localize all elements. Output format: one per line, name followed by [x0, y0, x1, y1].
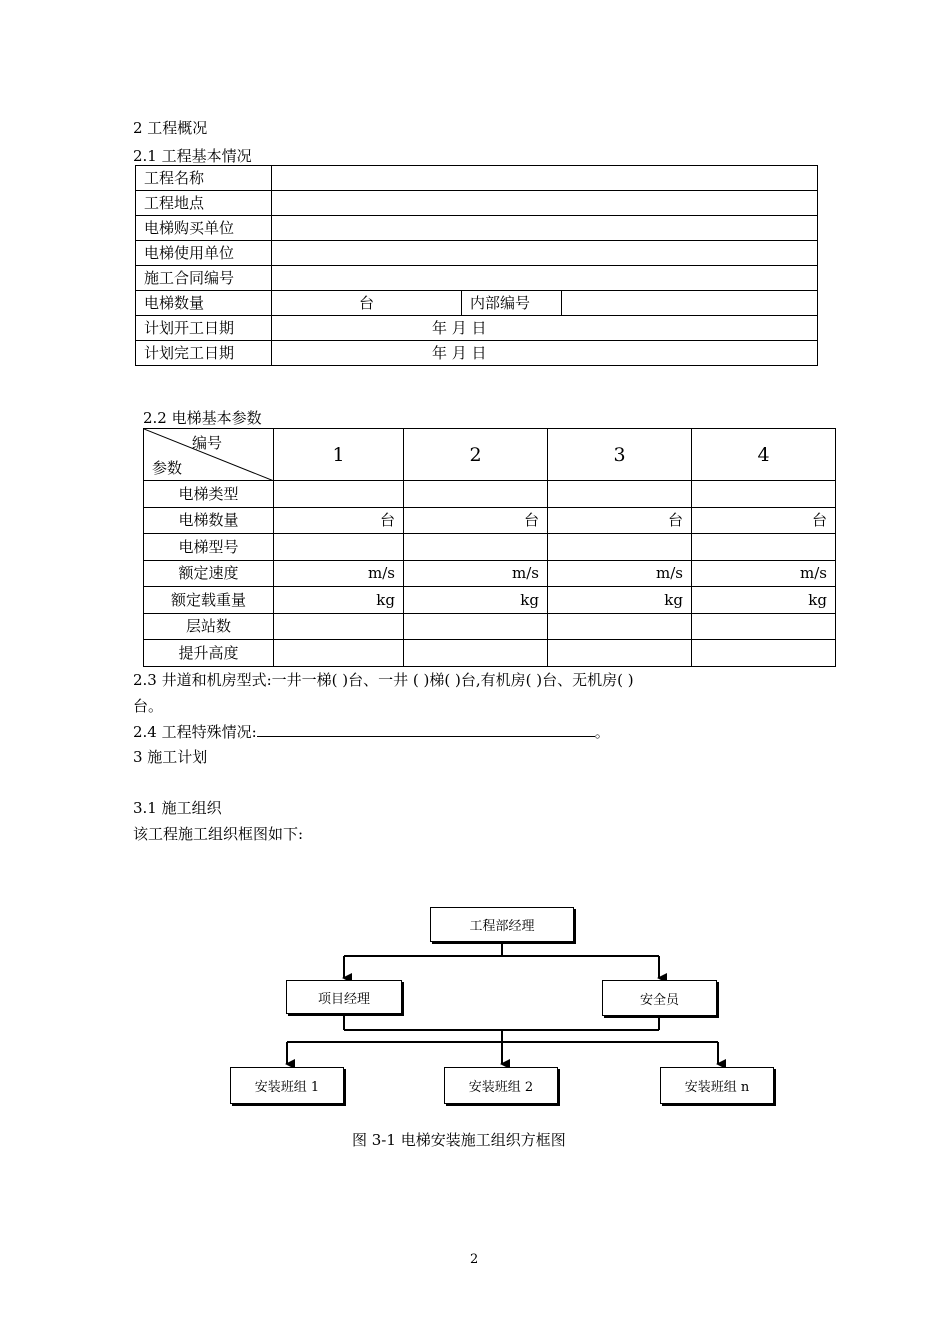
row-label-qty: 电梯数量	[144, 507, 274, 534]
row-label-floors: 层站数	[144, 613, 274, 640]
cell-unit: 台	[274, 507, 404, 534]
org-box-team-n	[660, 1067, 774, 1104]
col-header-3: 3	[548, 429, 692, 481]
header-no: 编号	[192, 434, 223, 452]
cell-unit: kg	[692, 587, 836, 614]
cell-unit: kg	[274, 587, 404, 614]
cell-unit: 台	[548, 507, 692, 534]
section-2-2-title: 2.2 电梯基本参数	[143, 409, 262, 427]
label-contract-no: 施工合同编号	[136, 266, 272, 291]
cell-unit: kg	[404, 587, 548, 614]
org-label: 项目经理	[317, 991, 370, 1007]
label-project-site: 工程地点	[136, 191, 272, 216]
org-label: 工程部经理	[469, 919, 535, 934]
org-label: 安全员	[639, 992, 679, 1008]
start-date-value: 年 月 日	[272, 316, 818, 341]
cell-unit: 台	[404, 507, 548, 534]
org-box-team-1	[230, 1067, 344, 1104]
label-internal-no: 内部编号	[462, 291, 562, 316]
label-user: 电梯使用单位	[136, 241, 272, 266]
label-buyer: 电梯购买单位	[136, 216, 272, 241]
col-header-2: 2	[404, 429, 548, 481]
cell-unit: m/s	[274, 560, 404, 587]
figure-caption: 图 3-1 电梯安装施工组织方框图	[352, 1131, 566, 1149]
org-label: 安装班组 n	[684, 1080, 750, 1095]
label-elevator-qty: 电梯数量	[136, 291, 272, 316]
section-2-1-title: 2.1 工程基本情况	[133, 147, 252, 165]
org-box-project-manager	[286, 980, 402, 1014]
header-param: 参数	[152, 459, 183, 477]
col-header-1: 1	[274, 429, 404, 481]
label-project-name: 工程名称	[136, 166, 272, 191]
section-2-3-line1: 2.3 井道和机房型式:一井一梯( )台、一井 ( )梯( )台,有机房( )台、无机房( )	[133, 671, 634, 689]
section-2-4-label: 2.4 工程特殊情况:	[133, 723, 257, 741]
row-label-height: 提升高度	[144, 640, 274, 667]
org-label: 安装班组 2	[468, 1080, 534, 1095]
section-3-1-title: 3.1 施工组织	[133, 799, 222, 817]
qty-unit: 台	[272, 291, 462, 316]
org-box-safety-officer	[602, 980, 717, 1016]
row-label-model: 电梯型号	[144, 534, 274, 561]
page-number: 2	[470, 1252, 479, 1267]
row-label-type: 电梯类型	[144, 481, 274, 508]
section-3-1-intro: 该工程施工组织框图如下:	[133, 825, 304, 843]
org-box-team-2	[444, 1067, 558, 1104]
cell-unit: kg	[548, 587, 692, 614]
cell-unit: m/s	[692, 560, 836, 587]
label-end-date: 计划完工日期	[136, 341, 272, 366]
row-label-speed: 额定速度	[144, 560, 274, 587]
section-3-title: 3 施工计划	[133, 748, 208, 766]
section-2-3-line2: 台。	[133, 697, 164, 715]
end-date-value: 年 月 日	[272, 341, 818, 366]
label-start-date: 计划开工日期	[136, 316, 272, 341]
cell-unit: m/s	[548, 560, 692, 587]
cell-unit: 台	[692, 507, 836, 534]
cell-unit: m/s	[404, 560, 548, 587]
col-header-4: 4	[692, 429, 836, 481]
section-2-title: 2 工程概况	[133, 119, 208, 137]
org-label: 安装班组 1	[254, 1080, 320, 1095]
org-box-dept-manager	[430, 907, 574, 942]
section-2-4-end: 。	[594, 723, 610, 741]
row-label-load: 额定载重量	[144, 587, 274, 614]
